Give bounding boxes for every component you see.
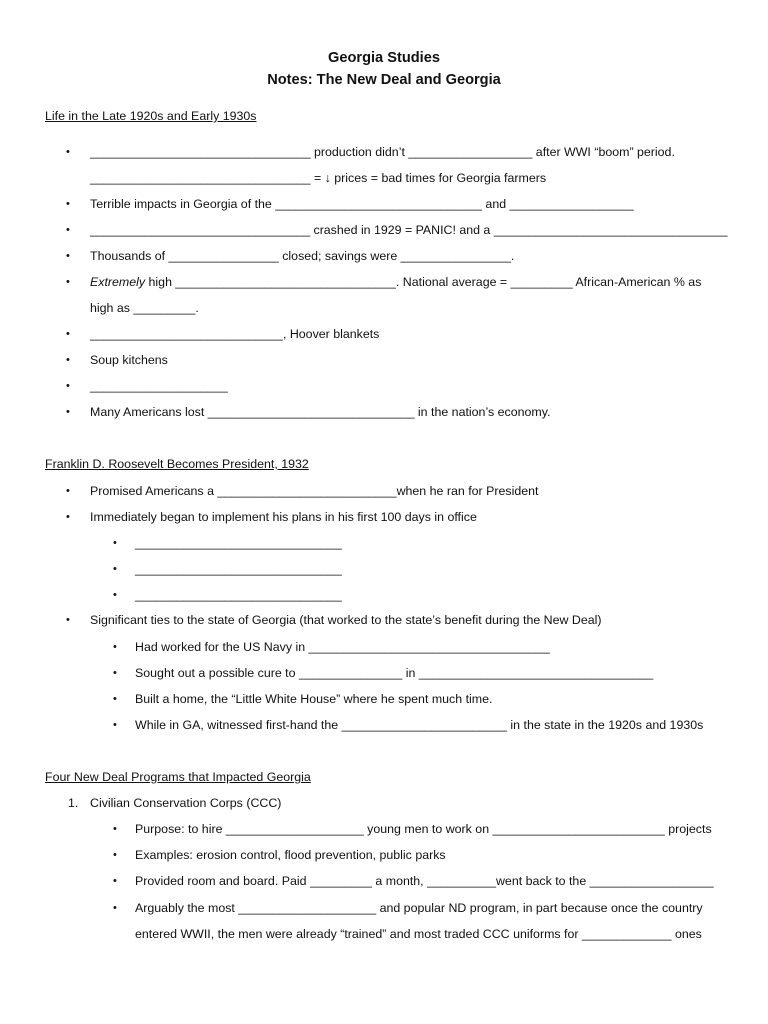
note-line: Built a home, the “Little White House” where he spent much time.	[135, 692, 493, 706]
bullet-icon: •	[113, 823, 117, 835]
note-line: Promised Americans a __________________________when he ran for President	[90, 484, 539, 498]
bullet-icon: •	[113, 902, 117, 914]
bullet-icon: •	[66, 485, 70, 497]
section-heading-fdr: Franklin D. Roosevelt Becomes President, 1932	[45, 457, 309, 471]
bullet-icon: •	[66, 380, 70, 392]
note-line	[90, 274, 701, 290]
note-line: Many Americans lost ______________________________ in the nation’s economy.	[90, 405, 551, 419]
note-line: ______________________________	[135, 536, 342, 550]
note-line: Soup kitchens	[90, 353, 168, 367]
note-line: Sought out a possible cure to _______________ in __________________________________	[135, 666, 654, 680]
note-line: ____________________________, Hoover blankets	[90, 327, 380, 341]
note-line: Immediately began to implement his plans in his first 100 days in office	[90, 510, 477, 524]
note-line: ______________________________	[135, 562, 342, 576]
page-subtitle: Notes: The New Deal and Georgia	[267, 72, 501, 88]
bullet-icon: •	[66, 354, 70, 366]
note-line: ________________________________ = ↓ prices = bad times for Georgia farmers	[90, 171, 547, 185]
note-line: Terrible impacts in Georgia of the ______________________________ and __________________	[90, 197, 634, 211]
bullet-icon: •	[66, 406, 70, 418]
list-number: 1.	[68, 796, 79, 810]
note-line: ______________________________	[135, 588, 342, 602]
bullet-icon: •	[113, 641, 117, 653]
note-line: entered WWII, the men were already “trained” and most traded CCC uniforms for _____________ ones	[135, 927, 702, 941]
note-line: While in GA, witnessed first-hand the ________________________ in the state in the 1920s and 1930s	[135, 718, 704, 732]
bullet-icon: •	[113, 719, 117, 731]
section-heading-late-1920s: Life in the Late 1920s and Early 1930s	[45, 109, 257, 123]
note-line: ________________________________ crashed in 1929 = PANIC! and a __________________________________	[90, 223, 728, 237]
bullet-icon: •	[66, 276, 70, 288]
bullet-icon: •	[66, 224, 70, 236]
bullet-icon: •	[113, 849, 117, 861]
bullet-icon: •	[66, 511, 70, 523]
emphasis-text: Extremely	[90, 275, 146, 289]
bullet-icon: •	[113, 693, 117, 705]
note-line: Had worked for the US Navy in ___________________________________	[135, 640, 550, 654]
bullet-icon: •	[113, 875, 117, 887]
bullet-icon: •	[66, 250, 70, 262]
note-line: ____________________	[90, 379, 228, 393]
note-line: Purpose: to hire ____________________ young men to work on _________________________ projects	[135, 822, 712, 836]
note-line: Arguably the most ____________________ and popular ND program, in part because once the country	[135, 901, 703, 915]
bullet-icon: •	[113, 563, 117, 575]
note-line: high as _________.	[90, 301, 199, 315]
bullet-icon: •	[66, 614, 70, 626]
note-line: Thousands of ________________ closed; savings were ________________.	[90, 249, 515, 263]
page-title: Georgia Studies	[328, 50, 440, 66]
program-title: Civilian Conservation Corps (CCC)	[90, 796, 282, 810]
bullet-icon: •	[113, 537, 117, 549]
bullet-icon: •	[113, 589, 117, 601]
note-line: Examples: erosion control, flood prevention, public parks	[135, 848, 446, 862]
note-line: Significant ties to the state of Georgia (that worked to the state’s benefit during the New Deal)	[90, 613, 602, 627]
note-line-text: high ________________________________. National average = _________ African-American % as	[145, 275, 702, 289]
note-line: Provided room and board. Paid _________ a month, __________went back to the __________________	[135, 874, 714, 888]
section-heading-programs: Four New Deal Programs that Impacted Georgia	[45, 770, 311, 784]
bullet-icon: •	[113, 667, 117, 679]
bullet-icon: •	[66, 146, 70, 158]
note-line: ________________________________ production didn’t __________________ after WWI “boom” period.	[90, 145, 675, 159]
bullet-icon: •	[66, 328, 70, 340]
bullet-icon: •	[66, 198, 70, 210]
